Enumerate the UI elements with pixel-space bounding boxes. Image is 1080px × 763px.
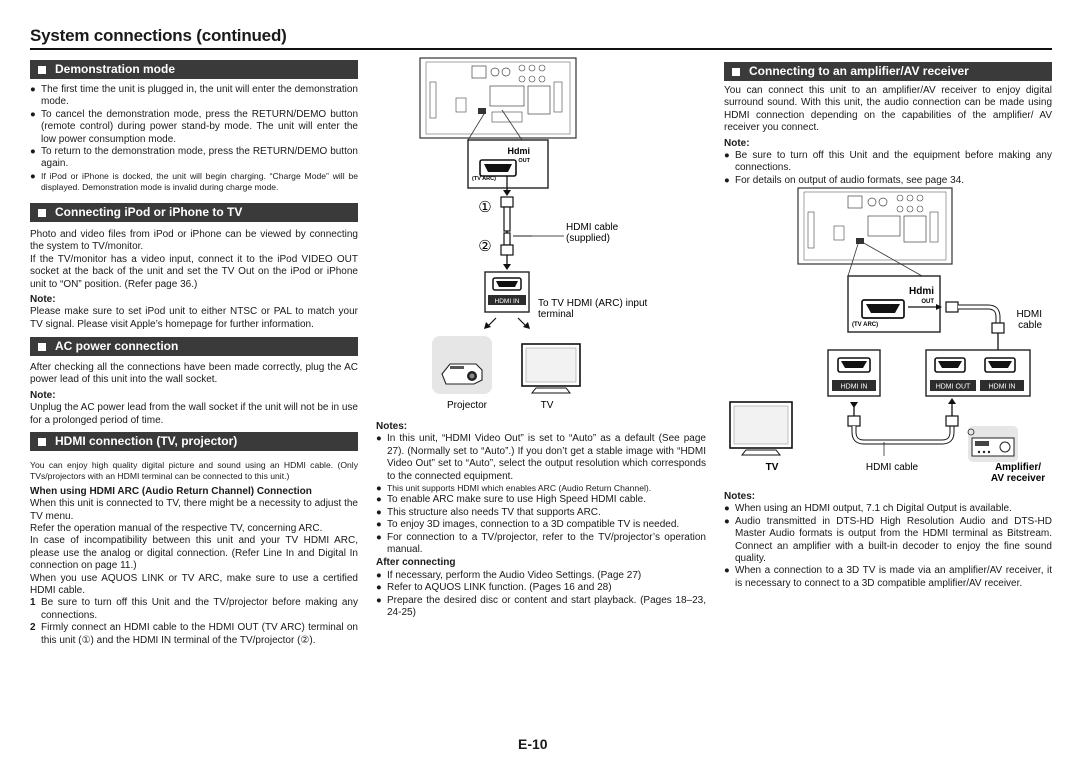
hdmi-cable (848, 398, 958, 456)
section-heading-hdmi (30, 432, 358, 451)
hdmi-body (30, 460, 358, 647)
hdmi-cable-sublabel: (supplied) (566, 233, 610, 244)
step-number: 2 (30, 622, 36, 634)
bullet-item: ● To enjoy 3D images, connection to a 3D compatible TV is needed. (376, 519, 706, 531)
square-icon (38, 209, 46, 217)
connector-marker-1: ① (478, 199, 492, 216)
hdmi-in-label: HDMI IN (494, 298, 520, 305)
section-heading-ac-power (30, 337, 358, 356)
bullet-item: ● For details on output of audio formats, see page 34. (724, 175, 1052, 187)
bullet-item: ● When a connection to a 3D TV is made via an amplifier/AV receiver, it is necessary to connect to a 3D compatible amplifier/AV receiver. (724, 565, 1052, 590)
hdmi-out-port-zoom (468, 140, 548, 188)
bullet-item: ● In this unit, “HDMI Video Out” is set to “Auto” as a default (See page 27). (Normally set to “Auto”.) If you don’t get a stable image with “HDMI Video Out” set to “Auto”, select the output resolution which corresponds to the connected equipment. (376, 433, 706, 483)
tv-hdmi-in-port (828, 350, 880, 396)
tv-input-sublabel: terminal (538, 309, 574, 320)
square-icon (732, 68, 740, 76)
tv-arc-label: (TV ARC) (852, 322, 879, 328)
note-label: Note: (724, 137, 750, 149)
hdmi-in-label: HDMI IN (840, 383, 868, 391)
square-icon (38, 438, 46, 446)
hdmi-cable (501, 197, 513, 255)
middle-notes (376, 421, 706, 620)
arrow-line (488, 318, 496, 326)
hdmi-logo: Hdmi (507, 146, 530, 156)
paragraph: Refer the operation manual of the respective TV, concerning ARC. (30, 523, 323, 535)
paragraph: When you use AQUOS LINK or TV ARC, make sure to use a certified HDMI cable. (30, 572, 358, 597)
hdmi-cable-label: HDMI (1016, 309, 1042, 320)
section-heading-label: AC power connection (55, 339, 179, 353)
ipod-body (30, 229, 358, 331)
bullet-item: ● Be sure to turn off this Unit and the equipment before making any connections. (724, 150, 1052, 175)
step-text: Firmly connect an HDMI cable to the HDMI OUT (TV ARC) terminal on this unit (①) and the HDMI IN terminal of the TV/projector (②). (41, 622, 358, 646)
amplifier-body (724, 85, 1052, 187)
bullet-item: ● Audio transmitted in DTS-HD High Resolution Audio and DTS-HD Master Audio formats is output from the HDMI terminal as Bitstream. Connect an amplifier with a built-in decoder to enjoy the fine sound quality. (724, 516, 1052, 566)
right-notes (724, 491, 1052, 590)
paragraph: After checking all the connections have been made correctly, plug the AC power lead of this unit into the wall socket. (30, 362, 358, 386)
paragraph: Please make sure to set iPod unit to either NTSC or PAL to match your TV signal. Please visit Apple’s homepage for further information. (30, 306, 358, 330)
section-heading-label: Connecting iPod or iPhone to TV (55, 205, 243, 219)
note-label: Note: (30, 389, 56, 401)
paragraph: Unplug the AC power lead from the wall socket if the unit will not be in use for a prolonged period of time. (30, 402, 358, 426)
bullet-item: ● To enable ARC make sure to use High Speed HDMI cable. (376, 494, 706, 506)
paragraph: Photo and video files from iPod or iPhone can be viewed by connecting the system to TV/monitor. (30, 229, 358, 253)
section-heading-label: Demonstration mode (55, 62, 176, 76)
arrow-line (518, 318, 526, 326)
hdmi-in-port (485, 272, 529, 312)
bullet-item: ● Refer to AQUOS LINK function. (Pages 16 and 28) (376, 582, 706, 594)
numbered-step (30, 622, 358, 647)
amplifier-label-line2: AV receiver (990, 473, 1046, 484)
square-icon (38, 66, 46, 74)
hdmi-out-label: HDMI OUT (935, 383, 971, 391)
step-number: 1 (30, 597, 36, 609)
bullet-item: ● To return to the demonstration mode, press the RETURN/DEMO button again. (30, 146, 358, 171)
bullet-item: ● This unit supports HDMI which enables ARC (Audio Return Channel). (376, 483, 706, 494)
ac-body (30, 362, 358, 427)
page-title: System connections (continued) (30, 26, 287, 45)
title-rule (30, 48, 1052, 50)
connector-marker-2: ② (478, 238, 492, 255)
amplifier-label: Amplifier/ (994, 462, 1042, 473)
arrow-head (503, 264, 511, 270)
after-connecting-heading: After connecting (376, 557, 456, 569)
projector-icon (432, 336, 492, 394)
section-heading-demonstration (30, 60, 358, 79)
note-label: Note: (30, 294, 56, 306)
paragraph: You can connect this unit to an amplifier/AV receiver to enjoy digital surround sound. With this unit, the audio connection can be made using HDMI connection depending on the capabilities of the amplifier/ AV receiver you connect. (724, 85, 1052, 134)
paragraph: If the TV/monitor has a video input, connect it to the iPod VIDEO OUT socket at the back of the unit and set the TV Out on the iPod or iPhone unit to “ON” position. (Refer page 36.) (30, 253, 358, 290)
bullet-item: ● If necessary, perform the Audio Video Settings. (Page 27) (376, 570, 706, 582)
hdmi-in-label: HDMI IN (988, 383, 1016, 391)
square-icon (38, 343, 46, 351)
section-heading-amplifier (724, 62, 1052, 81)
tv-label: TV (540, 400, 554, 411)
projector-label: Projector (446, 400, 488, 411)
hdmi-cable-label: HDMI cable (566, 222, 619, 233)
step-text: Be sure to turn off this Unit and the TV/projector before making any connections. (41, 597, 358, 621)
arrow-head (484, 322, 491, 329)
amplifier-icon (968, 426, 1018, 462)
unit-rear-panel (420, 58, 576, 138)
paragraph: You can enjoy high quality digital picture and sound using an HDMI cable. (Only TVs/projectors with an HDMI terminal can be connected to this unit.) (30, 460, 358, 482)
amplifier-connection-diagram (722, 186, 1054, 484)
bullet-item: ● To cancel the demonstration mode, press the RETURN/DEMO button (remote control) during power stand-by mode. The unit will enter the low power consumption mode. (30, 109, 358, 146)
out-label: OUT (518, 158, 530, 164)
tv-icon (522, 344, 580, 393)
section-heading-ipod (30, 203, 358, 222)
tv-input-label: To TV HDMI (ARC) input (538, 298, 648, 309)
hdmi-out-port-zoom (848, 276, 940, 332)
arrow-head (503, 190, 511, 196)
bullet-item: ● This structure also needs TV that supports ARC. (376, 507, 706, 519)
demonstration-body (30, 84, 358, 194)
tv-label: TV (765, 462, 779, 473)
unit-rear-panel (798, 188, 952, 264)
notes-heading: Notes: (376, 421, 408, 432)
hdmi-cable-label: HDMI cable (865, 462, 919, 473)
bullet-item: ● When using an HDMI output, 7.1 ch Digital Output is available. (724, 503, 1052, 515)
hdmi-cable-sublabel: cable (1018, 320, 1042, 331)
out-label: OUT (921, 299, 934, 305)
bullet-item: ● For connection to a TV/projector, refer to the TV/projector’s operation manual. (376, 532, 706, 557)
arrow-head (523, 322, 530, 329)
tv-arc-label: (TV ARC) (472, 176, 496, 182)
section-heading-label: HDMI connection (TV, projector) (55, 434, 238, 448)
tv-icon (730, 402, 792, 455)
notes-heading: Notes: (724, 491, 756, 502)
hdmi-logo: Hdmi (909, 286, 934, 297)
subheading: When using HDMI ARC (Audio Return Channel) Connection (30, 485, 312, 497)
numbered-step (30, 597, 358, 622)
paragraph: In case of incompatibility between this unit and your TV HDMI ARC, please use the analog or digital connection. (Refer Line In and Digital In connection on page 11.) (30, 535, 358, 572)
amplifier-hdmi-ports (926, 350, 1030, 396)
page-number: E-10 (518, 736, 548, 752)
section-heading-label: Connecting to an amplifier/AV receiver (749, 64, 969, 78)
hdmi-tv-connection-diagram (372, 52, 712, 417)
bullet-item: ● Prepare the desired disc or content and start playback. (Pages 18–23, 24-25) (376, 595, 706, 620)
bullet-item: ● If iPod or iPhone is docked, the unit will begin charging. “Charge Mode” will be displayed. Demonstration mode is invalid during charge mode. (30, 171, 358, 194)
bullet-item: ● The first time the unit is plugged in, the unit will enter the demonstration mode. (30, 84, 358, 109)
paragraph: When this unit is connected to TV, there might be a necessity to adjust the TV menu. (30, 498, 358, 522)
